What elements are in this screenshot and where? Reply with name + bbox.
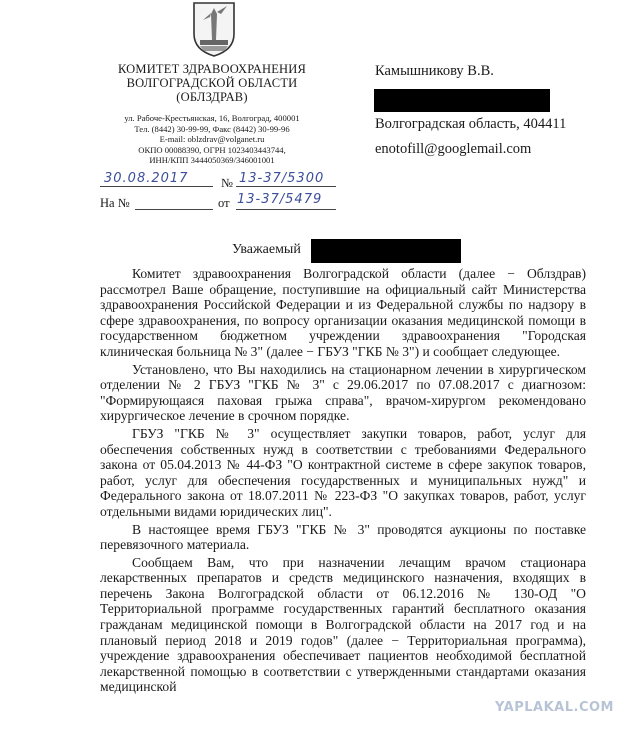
handwritten-date: 30.08.2017 [104,171,189,186]
handwritten-reply-number: 13-37/5479 [237,192,323,207]
organization-name [96,62,328,104]
handwritten-number: 13-37/5300 [239,171,325,186]
reply-date-line [236,209,336,210]
paragraph: В настоящее время ГБУЗ "ГКБ № 3" проводятся аукционы по поставке перевязочного материала. [100,521,586,553]
reply-number-line [135,209,213,210]
paragraph: ГБУЗ "ГКБ № 3" осуществляет закупки товаров, работ, услуг для обеспечения собственных нужд в соответствии с требованиями Федерального закона от 05.04.2013 № 44-ФЗ "О контрактной системе в сфере закупок товаров, работ, услуг для обеспечения государственных и муниципальных нужд" и Федерального закона от 18.07.2011 № 223-ФЗ "О закупках товаров, работ, услуг отдельными видами юридических лиц". [100,425,586,519]
okpo-line: ОКПО 00088390, ОГРН 1023403443744, [138,144,286,155]
recipient-email: enotofill@googlemail.com [375,141,532,157]
redacted-name [311,239,461,263]
org-line-1: КОМИТЕТ ЗДРАВООХРАНЕНИЯ [117,62,307,76]
recipient-name: Камышникову В.В. [375,63,494,79]
watermark: YAPLAKAL.COM [495,700,614,715]
org-line-3: (ОБЛЗДРАВ) [176,90,248,104]
inn-line: ИНН/КПП 3444050369/346001001 [149,155,275,165]
org-line-2: ВОЛГОГРАДСКОЙ ОБЛАСТИ [126,76,298,90]
coat-of-arms-emblem [191,0,237,58]
reply-label: На № [100,196,130,210]
email-line: E-mail: oblzdrav@volganet.ru [159,134,265,144]
organization-contacts [96,113,328,166]
number-line [236,186,336,187]
number-label: № [221,176,233,190]
letter-body [100,266,586,697]
from-label: от [218,196,230,210]
paragraph: Комитет здравоохранения Волгоградской области (далее − Облздрав) рассмотрел Ваше обращение, поступившие на официальный сайт Министерства здравоохранения Российской Федерации и из Федеральной службы по надзору в сфере здравоохранения, по вопросу организации оказания медицинской помощи в государственном бюджетном учреждении здравоохранения "Городская клиническая больница № 3" (далее − ГБУЗ "ГКБ № 3") и сообщает следующее. [100,266,586,359]
date-line [100,186,213,187]
paragraph: Сообщаем Вам, что при назначении лечащим врачом стационара лекарственных препаратов и средств медицинского назначения, входящих в перечень Закона Волгоградской области от 06.12.2016 № 130-ОД "О Территориальной программе государственных гарантий бесплатного оказания гражданам медицинской помощи в Волгоградской области на 2017 год и на плановый период 2018 и 2019 годов" (далее − Территориальная программа), учреждение здравоохранения обеспечивает пациентов необходимой бесплатной лекарственной помощью в соответствии с утвержденными стандартами оказания медицинской [100,554,586,695]
greeting: Уважаемый [232,242,301,257]
recipient-block [375,62,494,80]
recipient-region: Волгоградская область, 404411 [375,116,567,132]
redacted-address [374,89,550,112]
address-line: ул. Рабоче-Крестьянская, 16, Волгоград, 400001 [124,113,300,123]
phone-line: Тел. (8442) 30-99-99, Факс (8442) 30-99-96 [134,123,290,134]
paragraph: Установлено, что Вы находились на стационарном лечении в хирургическом отделении № 2 ГБУЗ "ГКБ № 3" с 29.06.2017 по 07.08.2017 с диагнозом: "Формирующаяся паховая грыжа справа", врачом-хирургом рекомендовано хирургическое лечение в срочном порядке. [100,361,586,424]
